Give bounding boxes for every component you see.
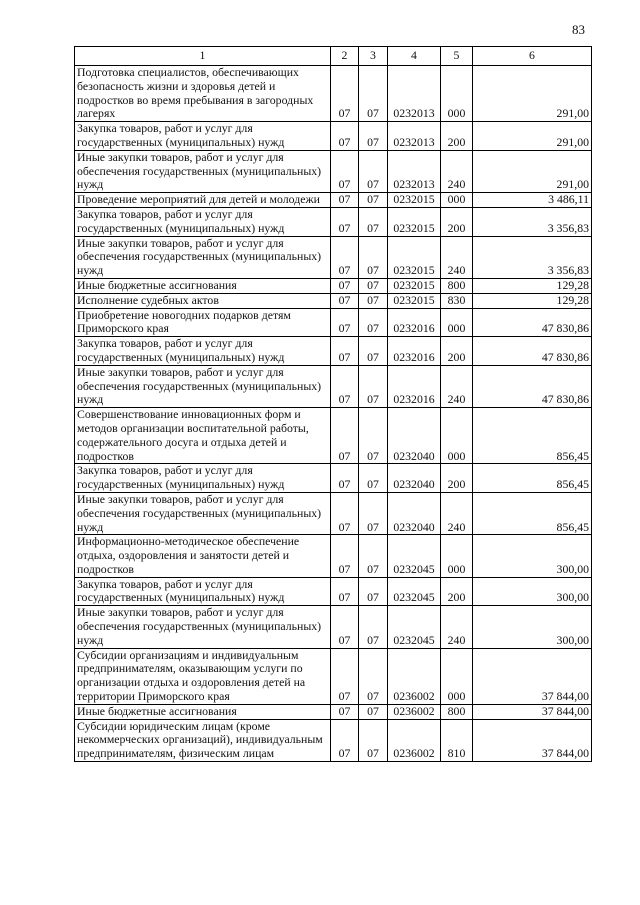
section-code-cell: 07 — [331, 648, 359, 704]
target-code-cell: 0232015 — [388, 236, 441, 278]
table-row — [75, 293, 592, 308]
expense-type-cell: 200 — [441, 207, 473, 236]
table-row — [75, 236, 592, 278]
section-code-cell: 07 — [331, 464, 359, 493]
row-name-cell: Иные закупки товаров, работ и услуг для обеспечения государственных (муниципальных) нужд — [75, 606, 331, 648]
table-header-row — [75, 47, 592, 66]
section-code-cell: 07 — [331, 606, 359, 648]
expense-type-cell: 200 — [441, 577, 473, 606]
row-name-cell: Иные бюджетные ассигнования — [75, 278, 331, 293]
amount-cell: 300,00 — [473, 577, 592, 606]
amount-cell: 47 830,86 — [473, 308, 592, 337]
table-row — [75, 577, 592, 606]
subsection-code-cell: 07 — [359, 704, 388, 719]
target-code-cell: 0232045 — [388, 577, 441, 606]
subsection-code-cell: 07 — [359, 365, 388, 407]
target-code-cell: 0232016 — [388, 365, 441, 407]
table-row — [75, 704, 592, 719]
column-header: 3 — [359, 47, 388, 66]
row-name-cell: Закупка товаров, работ и услуг для государственных (муниципальных) нужд — [75, 207, 331, 236]
section-code-cell: 07 — [331, 278, 359, 293]
amount-cell: 47 830,86 — [473, 337, 592, 366]
expense-type-cell: 800 — [441, 278, 473, 293]
amount-cell: 3 356,83 — [473, 207, 592, 236]
section-code-cell: 07 — [331, 719, 359, 761]
subsection-code-cell: 07 — [359, 492, 388, 534]
amount-cell: 856,45 — [473, 492, 592, 534]
expense-type-cell: 000 — [441, 308, 473, 337]
expense-type-cell: 810 — [441, 719, 473, 761]
target-code-cell: 0232040 — [388, 408, 441, 464]
subsection-code-cell: 07 — [359, 408, 388, 464]
row-name-cell: Иные закупки товаров, работ и услуг для обеспечения государственных (муниципальных) нужд — [75, 150, 331, 192]
table-row — [75, 337, 592, 366]
expense-type-cell: 800 — [441, 704, 473, 719]
section-code-cell: 07 — [331, 122, 359, 151]
column-header: 1 — [75, 47, 331, 66]
section-code-cell: 07 — [331, 308, 359, 337]
row-name-cell: Приобретение новогодних подарков детям Приморского края — [75, 308, 331, 337]
amount-cell: 37 844,00 — [473, 719, 592, 761]
target-code-cell: 0232013 — [388, 150, 441, 192]
row-name-cell: Иные закупки товаров, работ и услуг для обеспечения государственных (муниципальных) нужд — [75, 492, 331, 534]
expense-type-cell: 830 — [441, 293, 473, 308]
expense-type-cell: 240 — [441, 606, 473, 648]
section-code-cell: 07 — [331, 150, 359, 192]
row-name-cell: Иные закупки товаров, работ и услуг для обеспечения государственных (муниципальных) нужд — [75, 365, 331, 407]
section-code-cell: 07 — [331, 535, 359, 577]
table-row — [75, 535, 592, 577]
expense-type-cell: 200 — [441, 122, 473, 151]
expense-type-cell: 000 — [441, 193, 473, 208]
row-name-cell: Иные бюджетные ассигнования — [75, 704, 331, 719]
row-name-cell: Закупка товаров, работ и услуг для государственных (муниципальных) нужд — [75, 122, 331, 151]
target-code-cell: 0232015 — [388, 278, 441, 293]
target-code-cell: 0232015 — [388, 193, 441, 208]
amount-cell: 37 844,00 — [473, 648, 592, 704]
subsection-code-cell: 07 — [359, 193, 388, 208]
target-code-cell: 0236002 — [388, 648, 441, 704]
table-row — [75, 606, 592, 648]
subsection-code-cell: 07 — [359, 66, 388, 122]
section-code-cell: 07 — [331, 337, 359, 366]
table-row — [75, 719, 592, 761]
row-name-cell: Закупка товаров, работ и услуг для государственных (муниципальных) нужд — [75, 337, 331, 366]
amount-cell: 291,00 — [473, 66, 592, 122]
table-row — [75, 308, 592, 337]
section-code-cell: 07 — [331, 66, 359, 122]
row-name-cell: Закупка товаров, работ и услуг для государственных (муниципальных) нужд — [75, 577, 331, 606]
expense-type-cell: 240 — [441, 365, 473, 407]
table-row — [75, 66, 592, 122]
table-row — [75, 150, 592, 192]
table-row — [75, 648, 592, 704]
amount-cell: 3 356,83 — [473, 236, 592, 278]
subsection-code-cell: 07 — [359, 719, 388, 761]
section-code-cell: 07 — [331, 365, 359, 407]
section-code-cell: 07 — [331, 408, 359, 464]
section-code-cell: 07 — [331, 207, 359, 236]
expense-type-cell: 000 — [441, 66, 473, 122]
row-name-cell: Субсидии юридическим лицам (кроме некоммерческих организаций), индивидуальным предпринимателям, физическим лицам — [75, 719, 331, 761]
section-code-cell: 07 — [331, 704, 359, 719]
row-name-cell: Совершенствование инновационных форм и методов организации воспитательной работы, содержательного досуга и отдыха детей и подростков — [75, 408, 331, 464]
subsection-code-cell: 07 — [359, 577, 388, 606]
subsection-code-cell: 07 — [359, 535, 388, 577]
section-code-cell: 07 — [331, 577, 359, 606]
subsection-code-cell: 07 — [359, 606, 388, 648]
expense-type-cell: 200 — [441, 464, 473, 493]
table-row — [75, 207, 592, 236]
section-code-cell: 07 — [331, 492, 359, 534]
target-code-cell: 0232045 — [388, 606, 441, 648]
row-name-cell: Проведение мероприятий для детей и молодежи — [75, 193, 331, 208]
expense-type-cell: 240 — [441, 150, 473, 192]
target-code-cell: 0232016 — [388, 337, 441, 366]
expense-type-cell: 200 — [441, 337, 473, 366]
target-code-cell: 0232013 — [388, 122, 441, 151]
target-code-cell: 0232016 — [388, 308, 441, 337]
subsection-code-cell: 07 — [359, 278, 388, 293]
row-name-cell: Субсидии организациям и индивидуальным предпринимателям, оказывающим услуги по организации отдыха и оздоровления детей на территории Приморского края — [75, 648, 331, 704]
amount-cell: 291,00 — [473, 150, 592, 192]
row-name-cell: Исполнение судебных актов — [75, 293, 331, 308]
expense-type-cell: 240 — [441, 236, 473, 278]
amount-cell: 300,00 — [473, 606, 592, 648]
section-code-cell: 07 — [331, 293, 359, 308]
amount-cell: 47 830,86 — [473, 365, 592, 407]
target-code-cell: 0236002 — [388, 719, 441, 761]
amount-cell: 129,28 — [473, 278, 592, 293]
row-name-cell: Закупка товаров, работ и услуг для государственных (муниципальных) нужд — [75, 464, 331, 493]
table-row — [75, 122, 592, 151]
table-row — [75, 278, 592, 293]
subsection-code-cell: 07 — [359, 122, 388, 151]
target-code-cell: 0232015 — [388, 293, 441, 308]
target-code-cell: 0236002 — [388, 704, 441, 719]
table-row — [75, 365, 592, 407]
column-header: 6 — [473, 47, 592, 66]
column-header: 5 — [441, 47, 473, 66]
column-header: 2 — [331, 47, 359, 66]
section-code-cell: 07 — [331, 236, 359, 278]
page-number: 83 — [572, 22, 585, 37]
subsection-code-cell: 07 — [359, 308, 388, 337]
row-name-cell: Информационно-методическое обеспечение отдыха, оздоровления и занятости детей и подростков — [75, 535, 331, 577]
table-row — [75, 193, 592, 208]
section-code-cell: 07 — [331, 193, 359, 208]
subsection-code-cell: 07 — [359, 207, 388, 236]
expense-type-cell: 000 — [441, 408, 473, 464]
target-code-cell: 0232015 — [388, 207, 441, 236]
expense-type-cell: 000 — [441, 535, 473, 577]
row-name-cell: Иные закупки товаров, работ и услуг для обеспечения государственных (муниципальных) нужд — [75, 236, 331, 278]
amount-cell: 856,45 — [473, 464, 592, 493]
row-name-cell: Подготовка специалистов, обеспечивающих безопасность жизни и здоровья детей и подростков во время пребывания в загородных лагерях — [75, 66, 331, 122]
target-code-cell: 0232045 — [388, 535, 441, 577]
amount-cell: 856,45 — [473, 408, 592, 464]
subsection-code-cell: 07 — [359, 293, 388, 308]
amount-cell: 300,00 — [473, 535, 592, 577]
subsection-code-cell: 07 — [359, 337, 388, 366]
subsection-code-cell: 07 — [359, 150, 388, 192]
expense-type-cell: 240 — [441, 492, 473, 534]
amount-cell: 37 844,00 — [473, 704, 592, 719]
expense-type-cell: 000 — [441, 648, 473, 704]
subsection-code-cell: 07 — [359, 464, 388, 493]
amount-cell: 129,28 — [473, 293, 592, 308]
subsection-code-cell: 07 — [359, 236, 388, 278]
target-code-cell: 0232040 — [388, 492, 441, 534]
subsection-code-cell: 07 — [359, 648, 388, 704]
target-code-cell: 0232040 — [388, 464, 441, 493]
table-row — [75, 492, 592, 534]
amount-cell: 291,00 — [473, 122, 592, 151]
table-row — [75, 464, 592, 493]
budget-table — [74, 46, 592, 762]
target-code-cell: 0232013 — [388, 66, 441, 122]
column-header: 4 — [388, 47, 441, 66]
table-row — [75, 408, 592, 464]
amount-cell: 3 486,11 — [473, 193, 592, 208]
